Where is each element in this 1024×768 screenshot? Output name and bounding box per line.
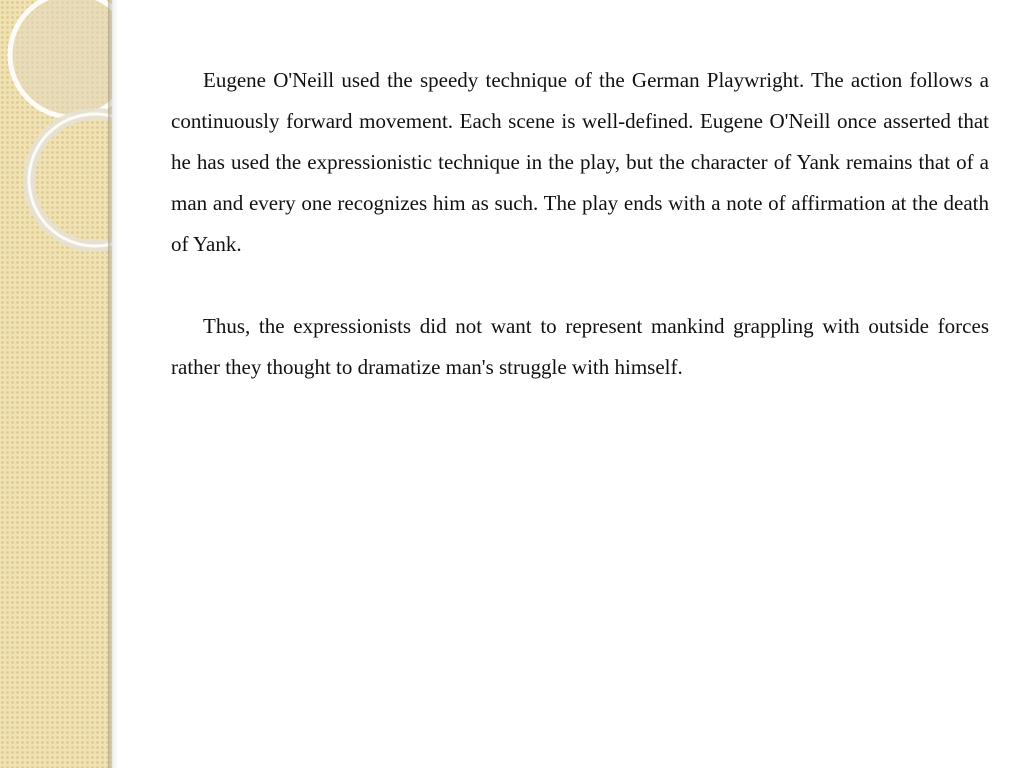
- paragraph-1: Eugene O'Neill used the speedy technique of the German Playwright. The action follows a continuously forward movement. Each scene is well-defined. Eugene O'Neill once asserted that he has used the expressionistic technique in the play, but the character of Yank remains that of a man and every one recognizes him as such. The play ends with a note of affirmation at the death of Yank.: [171, 68, 989, 256]
- panel-shadow: [108, 0, 118, 768]
- body-text: [171, 60, 989, 388]
- paragraph-2: Thus, the expressionists did not want to represent mankind grappling with outside forces rather they thought to dramatize man's struggle with himself.: [171, 314, 989, 379]
- decorative-side-panel: [0, 0, 112, 768]
- decorative-circles: [0, 0, 112, 260]
